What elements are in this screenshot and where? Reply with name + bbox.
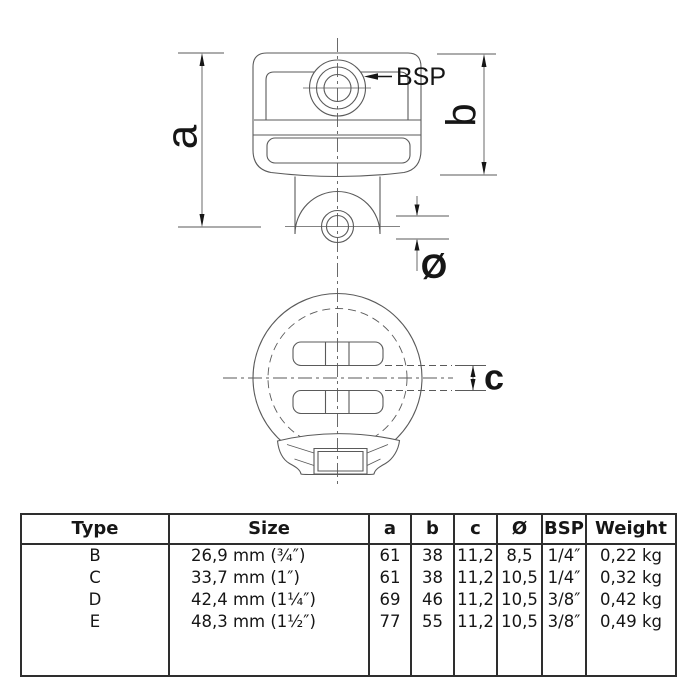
dim-dia-arrow-down [415,205,420,217]
bsp-arrowhead [364,73,378,80]
dim-b-arrow-up [482,54,487,67]
column-type [22,515,170,675]
dim-a-arrow-down [200,214,205,227]
table-cell: 1/4″ [547,546,581,565]
table-cell: 77 [379,612,401,631]
table-cell: 61 [379,546,401,565]
column-header-c: c [455,515,496,545]
table-cell: 1/4″ [547,568,581,587]
table-cell: 26,9 mm (¾″) [191,546,306,565]
column-header-type: Type [22,515,168,545]
table-cell: 10,5 [501,590,538,609]
dim-c-arrow-up [471,366,476,378]
table-cell: 0,32 kg [599,568,662,587]
table-cell: D [88,590,102,609]
table-cell: 38 [422,546,443,565]
column-header-b: b [412,515,453,545]
dimension-c-label: c [483,356,505,398]
column-header-diameter: Ø [498,515,541,545]
table-cell: 55 [422,612,443,631]
table-cell: 11,2 [457,590,494,609]
table-cell: 48,3 mm (1½″) [191,612,316,631]
table-cell: 3/8″ [547,590,581,609]
table-cell: 0,49 kg [599,612,662,631]
table-cell: C [89,568,101,587]
dim-dia-arrow-up [415,239,420,251]
bsp-callout [364,63,446,91]
column-c [455,515,498,675]
table-cell: 0,42 kg [599,590,662,609]
column-header-a: a [370,515,410,545]
table-cell: 0,22 kg [599,546,662,565]
table-cell: 8,5 [506,546,533,565]
column-weight [587,515,675,675]
table-cell: 11,2 [457,546,494,565]
column-b [412,515,455,675]
column-header-bsp: BSP [543,515,585,545]
table-cell: 3/8″ [547,612,581,631]
table-cell: E [89,612,101,631]
table-cell: 11,2 [457,612,494,631]
column-header-weight: Weight [587,515,675,545]
dim-c-arrow-down [471,379,476,391]
table-cell: 10,5 [501,568,538,587]
upper-slot [293,342,383,366]
column-size [170,515,370,675]
table-cell: 69 [379,590,401,609]
column-bsp [543,515,587,675]
column-header-size: Size [170,515,368,545]
dim-a-arrow-up [200,53,205,66]
table-cell: 61 [379,568,401,587]
table-cell: 10,5 [501,612,538,631]
spec-table [20,513,677,677]
dimension-a-label: a [157,124,207,150]
dim-b-arrow-down [482,162,487,175]
clamp-lower-panel [267,138,410,163]
dimension-b-label: b [437,103,485,127]
column-diameter [498,515,543,675]
table-cell: 38 [422,568,443,587]
column-a [370,515,412,675]
table-cell: 42,4 mm (1¼″) [191,590,316,609]
socket-protrusion-outline [278,434,400,475]
dimension-diameter-label: Ø [420,248,448,286]
table-cell: 46 [422,590,443,609]
lower-slot [293,391,383,414]
bsp-label: BSP [396,63,447,91]
table-cell: 33,7 mm (1″) [191,568,300,587]
table-cell: B [89,546,101,565]
table-cell: 11,2 [457,568,494,587]
